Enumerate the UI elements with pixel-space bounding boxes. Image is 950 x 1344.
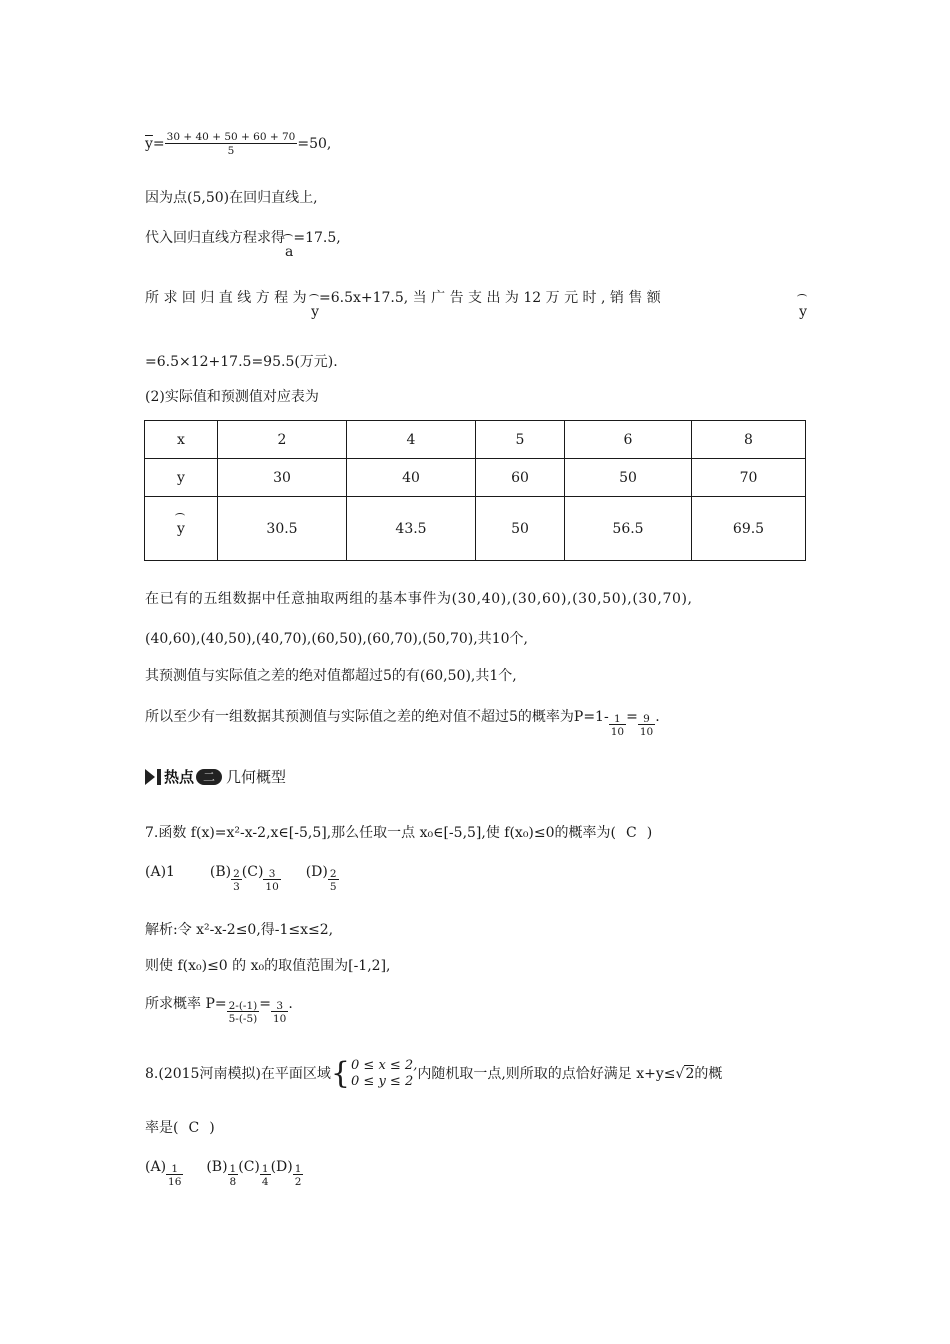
events-line-1: 在已有的五组数据中任意抽取两组的基本事件为(30,40),(30,60),(30,50),(30,70),: [145, 591, 693, 607]
bar-icon: [157, 769, 161, 785]
q7-solution-1: 解析:令 x²-x-2≤0,得-1≤x≤2,: [145, 922, 334, 938]
equation-line: 所 求 回 归 直 线 方 程 为 y=6.5x+17.5, 当 广 告 支 出 为 12 万 元 时 , 销 售 额 y: [145, 290, 807, 320]
brace-symbol: {: [330, 1056, 351, 1091]
prob-frac-2: $\frac{9}{10}$: [639, 712, 654, 738]
q7-option-b: (B): [209, 864, 232, 880]
q7-option-d: (D): [305, 864, 328, 880]
q7-options: (A)1 (B) $\frac{2}{3}$ (C) $\frac{3}{10}$ (D) $\frac{2}{5}$: [145, 864, 337, 893]
exceed-line: 其预测值与实际值之差的绝对值都超过5的有(60,50),共1个,: [145, 668, 517, 684]
a-hat: a: [285, 244, 294, 260]
q7-stem: 7.函数 f(x)=x²-x-2,x∈[-5,5],那么任取一点 x₀∈[-5,5],使 f(x₀)≤0的概率为( C ): [145, 825, 653, 841]
q7-option-a: (A)1: [145, 864, 175, 880]
q8-option-b: (B): [206, 1159, 228, 1175]
q8-option-a: (A): [145, 1159, 167, 1175]
q7-option-c: (C): [241, 864, 264, 880]
ybar-line: $\overline{y}=$ $\frac{30 + 40 + 50 + 60 + 70}{5}$ =50,: [145, 131, 332, 157]
hotspot-header: [145, 766, 286, 787]
q8-answer: C: [188, 1120, 200, 1136]
y-hat-1: y: [311, 304, 319, 320]
q8-option-c: (C): [238, 1159, 260, 1175]
section-title: 几何概型: [226, 768, 287, 786]
table-row-yhat: y 30.5 43.5 50 56.5 69.5: [145, 497, 806, 561]
value-table: [144, 420, 806, 561]
inequality-system: 0 ≤ x ≤ 2, 0 ≤ y ≤ 2: [351, 1058, 418, 1089]
table-intro: (2)实际值和预测值对应表为: [145, 389, 319, 405]
result-line: =6.5×12+17.5=95.5(万元).: [145, 354, 338, 370]
table-row-x: x 2 4 5 6 8: [145, 421, 806, 459]
row-label-x: x: [145, 421, 218, 459]
row-label-y: y: [145, 459, 218, 497]
substitute-line: 代入回归直线方程求得a=17.5,: [145, 230, 341, 260]
hotspot-tag: 热点: [164, 768, 195, 786]
prob-frac-1: $\frac{1}{10}$: [610, 712, 625, 738]
q7-solution-2: 则使 f(x₀)≤0 的 x₀的取值范围为[-1,2],: [145, 958, 391, 974]
events-line-2: (40,60),(40,50),(40,70),(60,50),(60,70),(50,70),共10个,: [145, 631, 528, 647]
row-label-yhat: y: [145, 497, 218, 561]
q7-solution-3: 所求概率 P= $\frac{2-(-1)}{5-(-5)}$ = $\frac{3}{10}$ .: [145, 996, 293, 1025]
play-icon: [145, 769, 155, 785]
y-hat-2: y: [799, 304, 807, 320]
probability-line: 所以至少有一组数据其预测值与实际值之差的绝对值不超过5的概率为P=1- $\frac{1}{10}$ = $\frac{9}{10}$ .: [145, 709, 660, 738]
q7-answer: C: [626, 825, 637, 841]
q8-options: (A) $\frac{1}{16}$ (B) $\frac{1}{8}$ (C) $\frac{1}{4}$ (D) $\frac{1}{2}$: [145, 1159, 302, 1188]
hotspot-number: 二: [196, 769, 222, 785]
q8-option-d: (D): [270, 1159, 293, 1175]
q8-stem: 8.(2015河南模拟)在平面区域{ 0 ≤ x ≤ 2, 0 ≤ y ≤ 2 内随机取一点,则所取的点恰好满足 x+y≤√2的概: [145, 1056, 723, 1091]
point-line: 因为点(5,50)在回归直线上,: [145, 190, 318, 206]
ybar-symbol: $\overline{y}$: [145, 136, 153, 152]
ybar-fraction: $\frac{30 + 40 + 50 + 60 + 70}{5}$: [166, 131, 296, 157]
sqrt-symbol: √2: [675, 1066, 695, 1082]
q8-line-2: 率是( C ): [145, 1120, 215, 1136]
table-row-y: y 30 40 60 50 70: [145, 459, 806, 497]
